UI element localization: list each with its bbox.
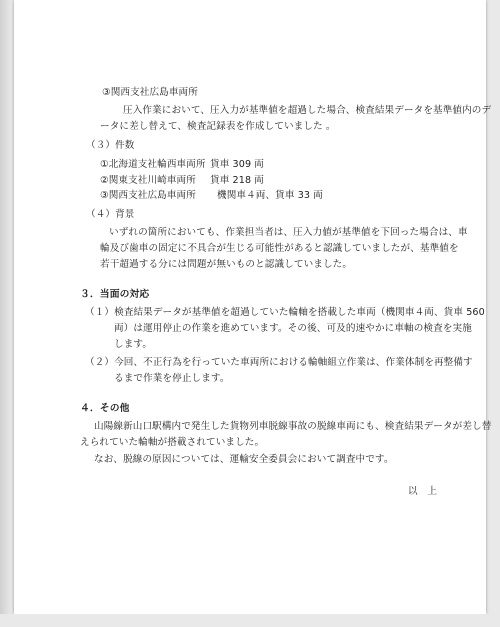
paragraph-line: なお、脱線の原因については、運輸安全委員会において調査中です。 [94, 454, 394, 465]
paragraph-line: いずれの箇所においても、作業担当者は、圧入力値が基準値を下回った場合は、車 [109, 227, 468, 238]
paragraph-line: ータに差し替えて、検査記録表を作成していました 。 [100, 121, 336, 132]
document-page [14, 0, 492, 614]
section-heading-other: ４．その他 [80, 403, 130, 414]
count-row-value: 貨車 309 両 [210, 159, 264, 170]
background-heading: （４）背景 [86, 209, 135, 220]
count-row-value: 機関車４両、貨車 33 両 [217, 190, 323, 201]
viewer-background-bottom [0, 614, 500, 627]
count-row-station: ①北海道支社輪西車両所 [100, 159, 206, 170]
closing-mark: 以 上 [408, 486, 438, 497]
paragraph-line: 山陽線新山口駅構内で発生した貨物列車脱線事故の脱線車両にも、検査結果データが差し替 [94, 421, 492, 432]
station-heading-hiroshima: ③関西支社広島車両所 [102, 87, 198, 98]
paragraph-line: 圧入作業において、圧入力が基準値を超過した場合、検査結果データを基準値内のデ [123, 105, 492, 116]
paragraph-line: （２）今回、不正行為を行っていた車両所における輪軸組立作業は、作業体制を再整備す [85, 357, 473, 368]
viewer-background [0, 0, 12, 627]
counts-heading: （３）件数 [86, 140, 135, 151]
count-row-value: 貨車 218 両 [210, 175, 264, 186]
paragraph-line: 若干超過する分には問題が無いものと認識していました。 [100, 259, 353, 270]
paragraph-line: るまで作業を停止します。 [114, 373, 230, 384]
paragraph-line: 両）は運用停止の作業を進めています。その後、可及的速やかに車軸の検査を実施 [114, 323, 472, 334]
paragraph-line: えられていた輪軸が搭載されていました。 [80, 437, 265, 448]
count-row-station: ③関西支社広島車両所 [100, 190, 196, 201]
paragraph-line: 輪及び歯車の固定に不具合が生じる可能性があると認識していましたが、基準値を [100, 243, 459, 254]
paragraph-line: （１）検査結果データが基準値を超過していた輪軸を搭載した車両（機関車４両、貨車 560 [85, 307, 485, 318]
section-heading-immediate-response: ３．当面の対応 [80, 289, 150, 300]
paragraph-line: します。 [114, 339, 153, 350]
count-row-station: ②関東支社川崎車両所 [100, 175, 196, 186]
